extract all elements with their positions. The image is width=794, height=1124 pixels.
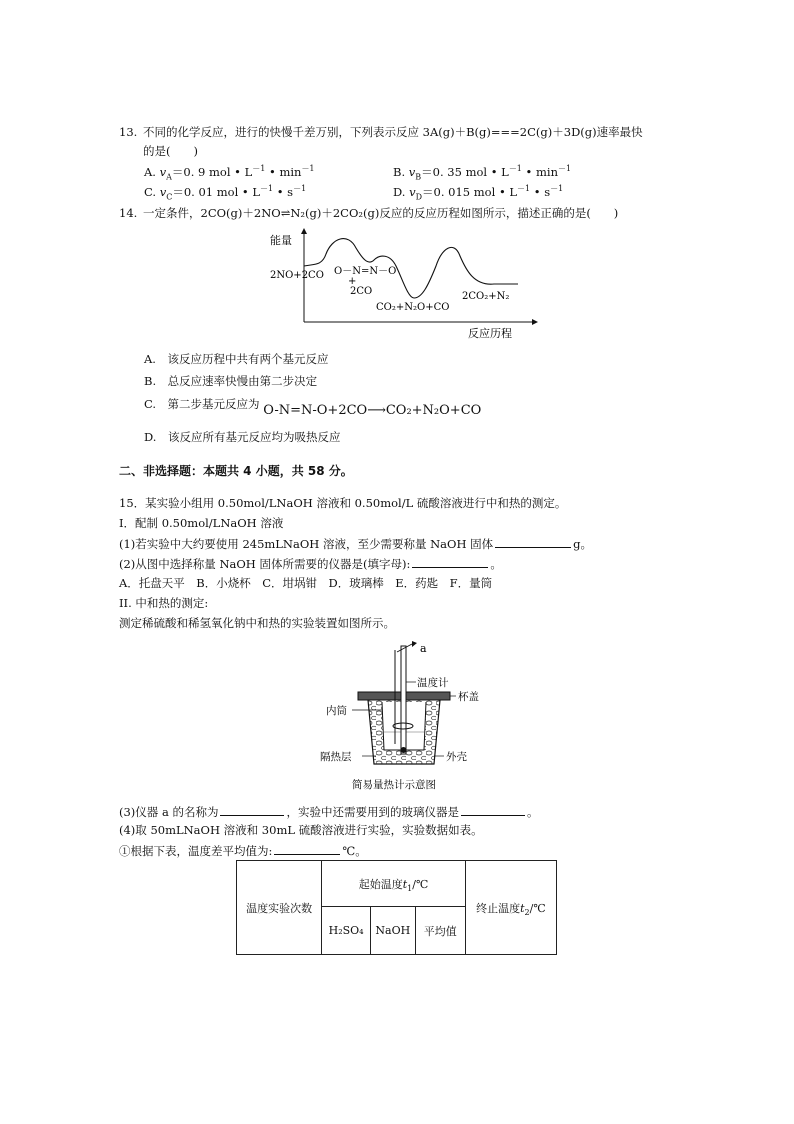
q13-option-c: C. $v_C=0$. 01 mol • $L^{-1}$ • $s^{-1}$ bbox=[144, 184, 307, 202]
q15-s4a-blank[interactable] bbox=[274, 842, 340, 855]
q15-s2: (2)从图中选择称量 NaOH 固体所需要的仪器是(填字母): 。 bbox=[119, 557, 502, 571]
q15-part1-title: I．配制 0.50mol/LNaOH 溶液 bbox=[119, 516, 284, 530]
table-sub-avg: 平均值 bbox=[415, 907, 465, 955]
label-thermometer: 温度计 bbox=[417, 677, 449, 689]
q15-s4: (4)取 50mLNaOH 溶液和 30mL 硫酸溶液进行实验，实验数据如表。 bbox=[119, 823, 483, 837]
table-header-trial: 温度实验次数 bbox=[237, 861, 322, 955]
q14-option-b: B. 总反应速率快慢由第二步决定 bbox=[144, 374, 318, 388]
q15-part2-desc: 测定稀硫酸和稀氢氧化钠中和热的实验装置如图所示。 bbox=[119, 616, 395, 630]
q14-number: 14. bbox=[119, 206, 138, 220]
q14-option-c-formula: O-N=N-O+2CO⟶CO₂+N₂O+CO bbox=[263, 403, 482, 418]
y-axis-label: 能量 bbox=[270, 234, 292, 247]
x-axis-label: 反应历程 bbox=[468, 327, 512, 340]
q15-s4a: ①根据下表，温度差平均值为: ℃。 bbox=[119, 844, 367, 858]
q15-s3: (3)仪器 a 的名称为 ，实验中还需要用到的玻璃仪器是 。 bbox=[119, 805, 539, 819]
q15-part2-title: II. 中和热的测定: bbox=[119, 596, 209, 610]
table-sub-h2so4: H₂SO₄ bbox=[322, 907, 371, 955]
q13-number: 13. bbox=[119, 125, 138, 139]
q15-s3-blank-2[interactable] bbox=[461, 803, 525, 816]
thermometer bbox=[401, 646, 406, 754]
section-2-heading: 二、非选择题：本题共 4 小题，共 58 分。 bbox=[119, 464, 353, 478]
products-label: 2CO₂+N₂ bbox=[462, 291, 510, 302]
temperature-table bbox=[236, 860, 557, 955]
intermediate-1-plus: + bbox=[348, 276, 357, 287]
q15-s3-blank-1[interactable] bbox=[220, 803, 284, 816]
q15-s1-blank[interactable] bbox=[495, 535, 571, 548]
q15-intro: 15．某实验小组用 0.50mol/LNaOH 溶液和 0.50mol/L 硫酸溶液进行中和热的测定。 bbox=[119, 496, 567, 510]
q13-option-d: D. $v_D=0$. 015 mol • $L^{-1}$ • $s^{-1}$ bbox=[393, 184, 564, 202]
intermediate-1-label: O－N=N－O bbox=[334, 266, 397, 277]
label-inner-cup: 内筒 bbox=[326, 705, 347, 717]
intermediate-2-label: CO₂+N₂O+CO bbox=[376, 302, 450, 313]
q14-option-a: A. 该反应历程中共有两个基元反应 bbox=[144, 352, 329, 366]
label-shell: 外壳 bbox=[446, 751, 467, 763]
x-axis-arrow-icon bbox=[532, 319, 538, 325]
table-sub-naoh: NaOH bbox=[370, 907, 415, 955]
q15-s2-blank[interactable] bbox=[412, 555, 488, 568]
y-axis-arrow-icon bbox=[301, 228, 307, 234]
q13-option-a: A. $v_A=0$. 9 mol • $L^{-1}$ • $\min^{-1}$ bbox=[144, 164, 315, 182]
label-lid: 杯盖 bbox=[458, 691, 479, 703]
calorimeter-diagram bbox=[296, 640, 496, 796]
energy-profile-diagram bbox=[268, 226, 548, 344]
q13-stem-line1: 不同的化学反应，进行的快慢千差万别，下列表示反应 3A(g)＋B(g)===2C(g)＋3D(g)速率最快 bbox=[143, 125, 643, 139]
intermediate-1-co: 2CO bbox=[350, 286, 373, 297]
q13-option-b: B. $v_B=0$. 35 mol • $L^{-1}$ • $\min^{-1}$ bbox=[393, 164, 572, 182]
q14-stem: 一定条件，2CO(g)＋2NO⇌N₂(g)＋2CO₂(g)反应的反应历程如图所示，描述正确的是( ) bbox=[143, 206, 619, 220]
reactants-label: 2NO+2CO bbox=[270, 270, 324, 281]
q15-instruments: A．托盘天平 B．小烧杯 C．坩埚钳 D．玻璃棒 E．药匙 F．量筒 bbox=[119, 576, 493, 590]
q15-s1: (1)若实验中大约要使用 245mLNaOH 溶液，至少需要称量 NaOH 固体 g。 bbox=[119, 537, 593, 551]
table-header-start: 起始温度$t_1/℃$ bbox=[322, 861, 466, 907]
q13-stem-line2: 的是( ) bbox=[143, 144, 198, 158]
apparatus-caption: 简易量热计示意图 bbox=[352, 779, 436, 791]
q14-option-c: C. 第二步基元反应为 O-N=N-O+2CO⟶CO₂+N₂O+CO bbox=[144, 397, 482, 418]
table-header-end: 终止温度$t_2/℃$ bbox=[465, 861, 556, 955]
label-insulation: 隔热层 bbox=[320, 751, 352, 763]
label-a: a bbox=[420, 642, 427, 655]
stirrer-arrow-icon bbox=[412, 641, 417, 647]
q14-option-d: D. 该反应所有基元反应均为吸热反应 bbox=[144, 430, 341, 444]
